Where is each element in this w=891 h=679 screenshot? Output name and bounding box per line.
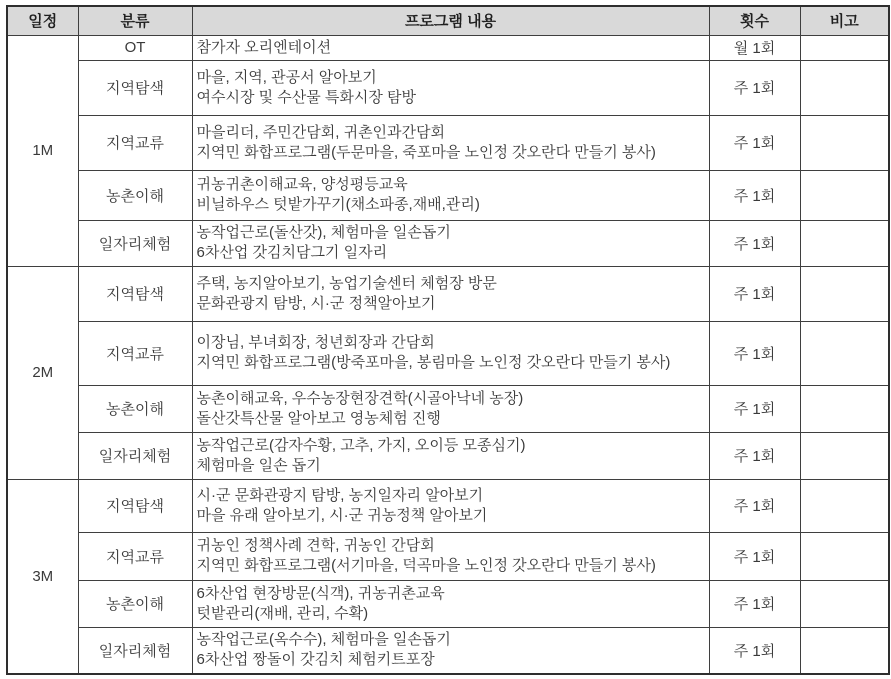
column-header-note: 비고 [800,6,889,35]
program-content-cell [192,115,709,170]
content-line: 마을리더, 주민간담회, 귀촌인과간담회 [196,123,446,141]
table-row [7,321,889,385]
program-content-cell [192,532,709,580]
category-cell: 일자리체험 [78,432,192,479]
category-cell: 지역탐색 [78,266,192,321]
content-line: 돌산갓특산물 알아보고 영농체험 진행 [196,409,441,427]
content-line: 비닐하우스 텃밭가꾸기(채소파종,재배,관리) [196,196,480,213]
table-row [7,432,889,479]
content-line: 지역민 화합프로그램(서기마을, 덕곡마을 노인정 갓오란다 만들기 봉사) [196,557,656,574]
content-line: 주택, 농지알아보기, 농업기술센터 체험장 방문 [196,274,497,292]
content-line: 시·군 문화관광지 탐방, 농지일자리 알아보기 [196,486,484,504]
content-line: 6차산업 현장방문(식객), 귀농귀촌교육 [196,584,445,602]
note-cell [800,220,889,266]
frequency-cell: 주 1회 [709,266,800,321]
content-line: 이장님, 부녀회장, 청년회장과 간담회 [196,334,435,351]
frequency-cell: 주 1회 [709,321,800,385]
column-header-schedule: 일정 [7,6,78,35]
program-content-cell [192,385,709,432]
table-row [7,220,889,266]
note-cell [800,580,889,627]
frequency-cell: 주 1회 [709,479,800,532]
content-line: 농작업근로(감자수황, 고추, 가지, 오이등 모종심기) [196,436,526,454]
content-line: 마을, 지역, 관공서 알아보기 [196,68,377,86]
category-cell: 일자리체험 [78,220,192,266]
category-cell: 지역교류 [78,321,192,385]
content-line: 귀농귀촌이해교육, 양성평등교육 [196,176,408,193]
note-cell [800,385,889,432]
category-cell: 농촌이해 [78,385,192,432]
note-cell [800,115,889,170]
category-cell: 지역교류 [78,115,192,170]
category-cell: 지역탐색 [78,479,192,532]
period-cell: 1M [7,35,78,266]
content-line: 6차산업 짱돌이 갓김치 체험키트포장 [196,651,435,669]
frequency-cell: 주 1회 [709,60,800,115]
content-line: 지역민 화합프로그램(두문마을, 죽포마을 노인정 갓오란다 만들기 봉사) [196,143,656,161]
column-header-category: 분류 [78,6,192,35]
content-line: 참가자 오리엔테이션 [196,38,332,56]
table-row [7,35,889,60]
frequency-cell: 주 1회 [709,580,800,627]
table-row [7,627,889,674]
note-cell [800,266,889,321]
program-content-cell [192,432,709,479]
category-cell: 지역탐색 [78,60,192,115]
content-line: 농작업근로(돌산갓), 체험마을 일손돕기 [196,224,451,241]
period-cell: 3M [7,479,78,674]
table-row [7,266,889,321]
table-body [7,35,889,674]
program-content-cell [192,266,709,321]
note-cell [800,170,889,220]
frequency-cell: 주 1회 [709,115,800,170]
program-content-cell [192,170,709,220]
frequency-cell: 주 1회 [709,432,800,479]
content-line: 귀농인 정책사례 견학, 귀농인 간담회 [196,537,435,554]
table-row [7,60,889,115]
program-table [6,5,890,675]
program-content-cell [192,321,709,385]
table-row [7,532,889,580]
frequency-cell: 주 1회 [709,385,800,432]
note-cell [800,35,889,60]
note-cell [800,479,889,532]
category-cell: 지역교류 [78,532,192,580]
program-content-cell [192,35,709,60]
column-header-program-content: 프로그램 내용 [192,6,709,35]
content-line: 텃밭관리(재배, 관리, 수확) [196,604,369,622]
category-cell: 농촌이해 [78,580,192,627]
program-content-cell [192,60,709,115]
content-line: 여수시장 및 수산물 특화시장 탐방 [196,88,417,106]
program-content-cell [192,627,709,674]
category-cell: 일자리체험 [78,627,192,674]
program-content-cell [192,479,709,532]
table-row [7,115,889,170]
content-line: 농촌이해교육, 우수농장현장견학(시골아낙네 농장) [196,389,524,407]
content-line: 마을 유래 알아보기, 시·군 귀농정책 알아보기 [196,506,488,524]
note-cell [800,532,889,580]
note-cell [800,627,889,674]
program-schedule-document [6,5,890,675]
content-line: 지역민 화합프로그램(방죽포마을, 봉림마을 노인정 갓오란다 만들기 봉사) [196,354,671,371]
content-line: 농작업근로(옥수수), 체험마을 일손돕기 [196,631,451,649]
content-line: 문화관광지 탐방, 시·군 정책알아보기 [196,294,436,312]
column-header-frequency: 횟수 [709,6,800,35]
category-cell: OT [78,35,192,60]
category-cell: 농촌이해 [78,170,192,220]
period-cell: 2M [7,266,78,479]
program-content-cell [192,220,709,266]
table-row [7,170,889,220]
frequency-cell: 주 1회 [709,532,800,580]
content-line: 체험마을 일손 돕기 [196,456,321,474]
frequency-cell: 주 1회 [709,627,800,674]
content-line: 6차산업 갓김치담그기 일자리 [196,244,388,261]
frequency-cell: 주 1회 [709,220,800,266]
note-cell [800,432,889,479]
table-header-row [7,6,889,35]
table-row [7,580,889,627]
frequency-cell: 주 1회 [709,170,800,220]
table-row [7,479,889,532]
table-row [7,385,889,432]
frequency-cell: 월 1회 [709,35,800,60]
note-cell [800,321,889,385]
note-cell [800,60,889,115]
program-content-cell [192,580,709,627]
